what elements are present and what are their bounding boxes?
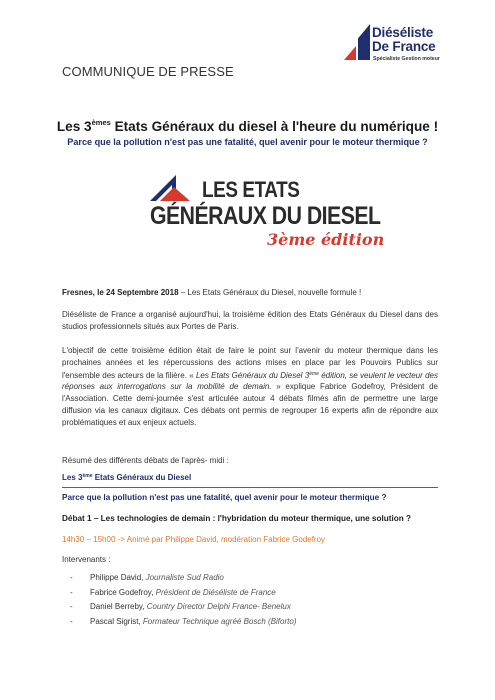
speaker-name: Pascal Sigrist, — [90, 616, 141, 626]
press-release-label: COMMUNIQUE DE PRESSE — [62, 64, 234, 79]
section-sup: ème — [82, 473, 93, 479]
bullet-dash: - — [70, 616, 73, 626]
speaker-role: Journaliste Sud Radio — [145, 573, 224, 582]
paragraph-3-a: L'objectif de cette troisième édition était de faire le point sur l'avenir du moteur thermique dans les prochaines années et les répercussions des actions mises en place par les Pouvoirs Publics sur l'ensemble des acteurs de la filière. « — [62, 346, 438, 380]
speakers-label: Intervenants : — [62, 555, 111, 564]
bullet-dash: - — [70, 573, 73, 582]
page-subtitle: Parce que la pollution n'est pas une fatalité, quel avenir pour le moteur thermique ? — [67, 137, 428, 147]
title-sup: èmes — [91, 118, 111, 127]
banner-line-2: GÉNÉRAUX DU DIESEL — [150, 202, 381, 230]
speaker-role: Country Director Delphi France- Benelux — [146, 602, 291, 611]
speakers-list — [70, 573, 296, 631]
debate-time: 14h30 – 15h00 -> Animé par Philippe David, modération Fabrice Godefroy — [62, 535, 326, 544]
logo-tagline: Spécialiste Gestion moteur — [373, 56, 440, 62]
speaker-role: Président de Diéséliste de France — [155, 587, 276, 597]
banner-line-3: 3ème édition — [267, 230, 385, 249]
speaker-role: Formateur Technique agréé Bosch (Biforto) — [142, 616, 297, 626]
list-item — [70, 588, 296, 603]
speaker-name: Fabrice Godefroy, — [90, 587, 154, 597]
dateline: Fresnes, le 24 Septembre 2018 — [62, 288, 179, 297]
bullet-dash: - — [70, 602, 73, 611]
paragraph-3-b: » explique Fabrice Godefroy, Président de l'Association. Cette demi-journée s'est articulée autour 4 débats filmés afin de permettre une large diffusion via les canaux digitaux. Ces débats ont permis de regrouper 16 experts afin de répondre aux problématiques et aux enjeux actuels. — [62, 382, 438, 427]
logo-line-2: De France — [372, 39, 436, 54]
banner-line-1: LES ETATS — [202, 177, 300, 202]
list-item — [70, 617, 296, 632]
speaker-name: Daniel Berreby, — [90, 602, 145, 611]
debate-title: Débat 1 – Les technologies de demain : l'hybridation du moteur thermique, une solution ? — [62, 514, 412, 523]
section-divider — [62, 487, 438, 488]
paragraph-3 — [62, 345, 438, 429]
section-rest: Etats Généraux du Diesel — [92, 473, 192, 482]
quote-b: édition, se veulent le vecteur des réponses aux interrogations sur la mobilité de demain. — [62, 370, 438, 392]
title-prefix: Les 3 — [56, 119, 92, 134]
section-prefix: Les 3 — [62, 473, 83, 482]
logo-line-1: Diéséliste — [372, 25, 434, 40]
summary-intro: Résumé des différents débats de l'après- midi : — [62, 456, 229, 465]
banner-triangles-icon — [150, 175, 202, 203]
list-item — [70, 602, 296, 617]
intro-paragraph — [62, 287, 438, 299]
quote-a: Les Etats Généraux du Diesel 3 — [195, 370, 310, 380]
dateline-text: – Les Etats Généraux du Diesel, nouvelle formule ! — [178, 288, 362, 297]
title-rest: Etats Généraux du diesel à l'heure du numérique ! — [110, 119, 439, 134]
bullet-dash: - — [70, 587, 73, 597]
paragraph-2 — [62, 309, 438, 333]
brand-logo — [338, 22, 478, 68]
quote-sup: ème — [309, 370, 319, 377]
page-title — [0, 118, 495, 134]
speaker-name: Philippe David, — [90, 573, 144, 582]
list-item — [70, 573, 296, 588]
event-banner — [150, 175, 385, 253]
logo-triangles-icon — [338, 22, 372, 62]
section-question: Parce que la pollution n'est pas une fatalité, quel avenir pour le moteur thermique ? — [62, 493, 387, 502]
section-heading — [62, 473, 191, 482]
paragraph-2-text: Diéséliste de France a organisé aujourd'hui, la troisième édition des Etats Généraux du Diesel dans des studios professionnels situés aux Portes de Paris. — [62, 310, 438, 331]
